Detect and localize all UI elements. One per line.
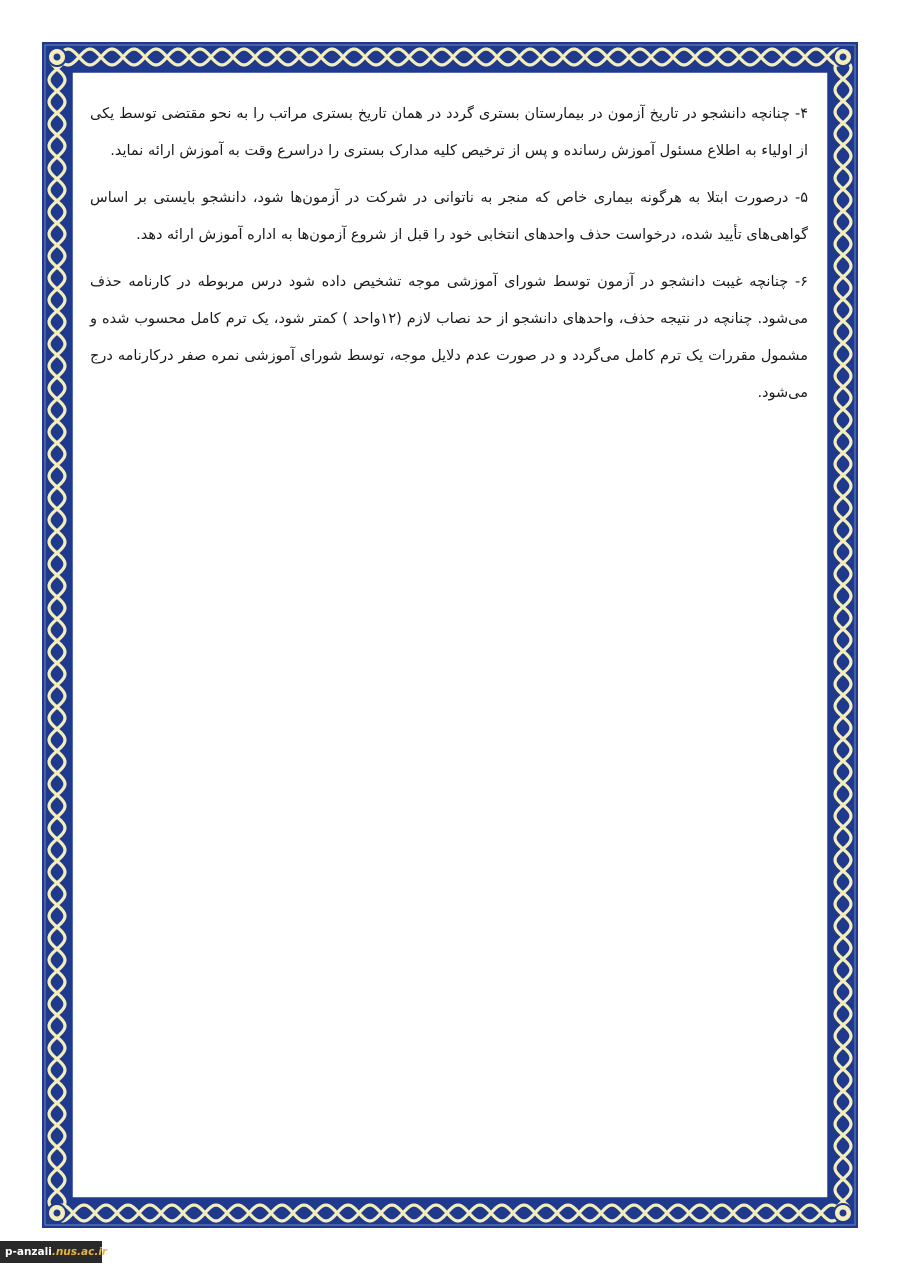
paragraph-5: ۵- درصورت ابتلا به هرگونه بیماری خاص که منجر به ناتوانی در شرکت در آزمون‌ها شود، دانشجو بایستی بر اساس گواهی‌های تأیید شده، درخواست حذف واحدهای انتخابی خود را قبل از شروع آزمون‌ها به اداره آموزش ارائه دهد. [90,190,808,243]
paragraph-6: ۶- چنانچه غیبت دانشجو در آزمون توسط شورای آموزشی موجه تشخیص داده شود درس مربوطه در کارنامه حذف می‌شود. چنانچه در نتیجه حذف، واحدهای دانشجو از حد نصاب لازم (۱۲واحد ) کمتر شود، یک ترم کامل محسوب شده و مشمول مقررات یک ترم کامل می‌گردد و در صورت عدم دلایل موجه، توسط شورای آموزشی نمره صفر درکارنامه درج می‌شود. [90,274,809,401]
site-watermark [0,1241,108,1263]
border-corner-dot-0 [54,54,61,61]
border-corner-dot-3 [54,1210,61,1217]
watermark-suffix: .nus.ac.ir [51,1246,108,1258]
document-body [90,96,808,422]
paragraph-4: ۴- چنانچه دانشجو در تاریخ آزمون در بیمارستان بستری گردد در همان تاریخ بستری مراتب را به نحو مقتضی توسط یکی از اولیاء به اطلاع مسئول آموزش رسانده و پس از ترخیص کلیه مدارک بستری را دراسرع وقت به آموزش ارائه نماید. [90,106,808,159]
watermark-prefix: p-anzali [5,1246,52,1258]
border-corner-dot-1 [840,54,847,61]
border-corner-dot-2 [840,1210,847,1217]
